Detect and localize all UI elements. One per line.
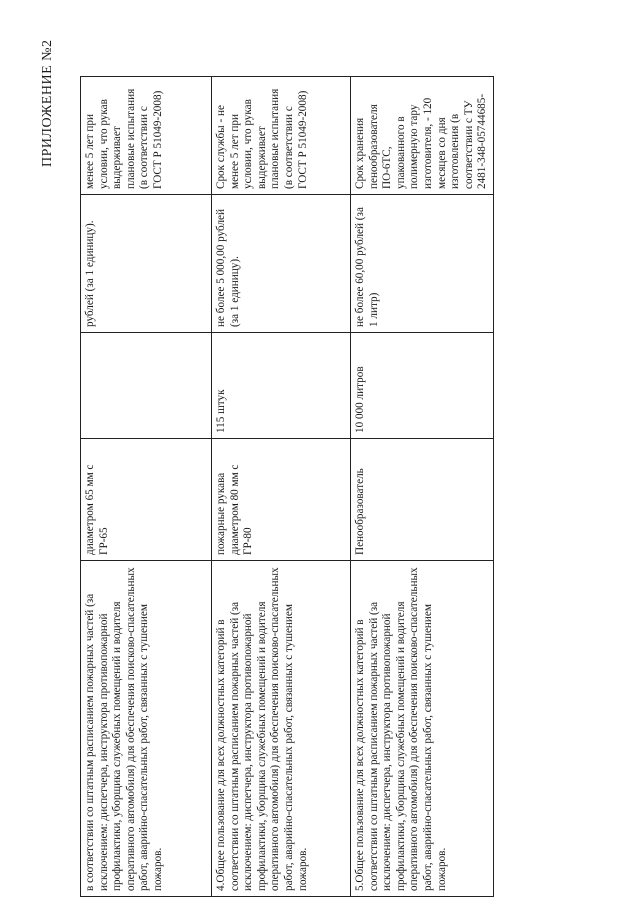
table-row [351, 77, 494, 897]
quantity-cell: 10 000 литров [351, 333, 494, 439]
term-cell: Срок хранения пенообразователя ПО-6ТС, упакованного в полимерную тару изготовителя, - 120 месяцев со дня изготовления (в соответствии с ТУ 2481-348-05744685- [351, 77, 494, 195]
purpose-cell: 4.Общее пользование для всех должностных категорий в соответствии со штатным расписанием пожарных частей (за исключением: диспетчера, инструктора противопожарной профилактики, уборщика служебных помещений и водителя оперативного автомобиля) для обеспечения поисково-спасательных работ, аварийно-спасательных работ, связанных с тушением пожаров. [212, 561, 351, 897]
name-cell: диаметром 65 мм с ГР-65 [81, 439, 212, 561]
price-cell: не более 5 000,00 рублей (за 1 единицу). [212, 195, 351, 333]
table-row [81, 77, 212, 897]
price-cell: не более 60,00 рублей (за 1 литр) [351, 195, 494, 333]
items-table [80, 76, 494, 897]
price-cell: рублей (за 1 единицу). [81, 195, 212, 333]
name-cell: пожарные рукава диаметром 80 мм с ГР-80 [212, 439, 351, 561]
quantity-cell [81, 333, 212, 439]
purpose-cell: 5.Общее пользование для всех должностных категорий в соответствии со штатным расписанием пожарных частей (за исключением: диспетчера, инструктора противопожарной профилактики, уборщика служебных помещений и водителя оперативного автомобиля) для обеспечения поисково-спасательных работ, аварийно-спасательных работ, связанных с тушением пожаров. [351, 561, 494, 897]
purpose-cell: в соответствии со штатным расписанием пожарных частей (за исключением: диспетчера, инструктора противопожарной профилактики, уборщика служебных помещений и водителя оперативного автомобиля) для обеспечения поисково-спасательных работ, аварийно-спасательных работ, связанных с тушением пожаров. [81, 561, 212, 897]
quantity-cell: 115 штук [212, 333, 351, 439]
table-row [212, 77, 351, 897]
appendix-label: ПРИЛОЖЕНИЕ №2 [40, 39, 55, 167]
name-cell: Пенообразователь [351, 439, 494, 561]
term-cell: менее 5 лет при условии, что рукав выдерживает плановые испытания (в соответствии с ГОСТ Р 51049-2008) [81, 77, 212, 195]
term-cell: Срок службы - не менее 5 лет при условии, что рукав выдерживает плановые испытания (в соответствии с ГОСТ Р 51049-2008) [212, 77, 351, 195]
